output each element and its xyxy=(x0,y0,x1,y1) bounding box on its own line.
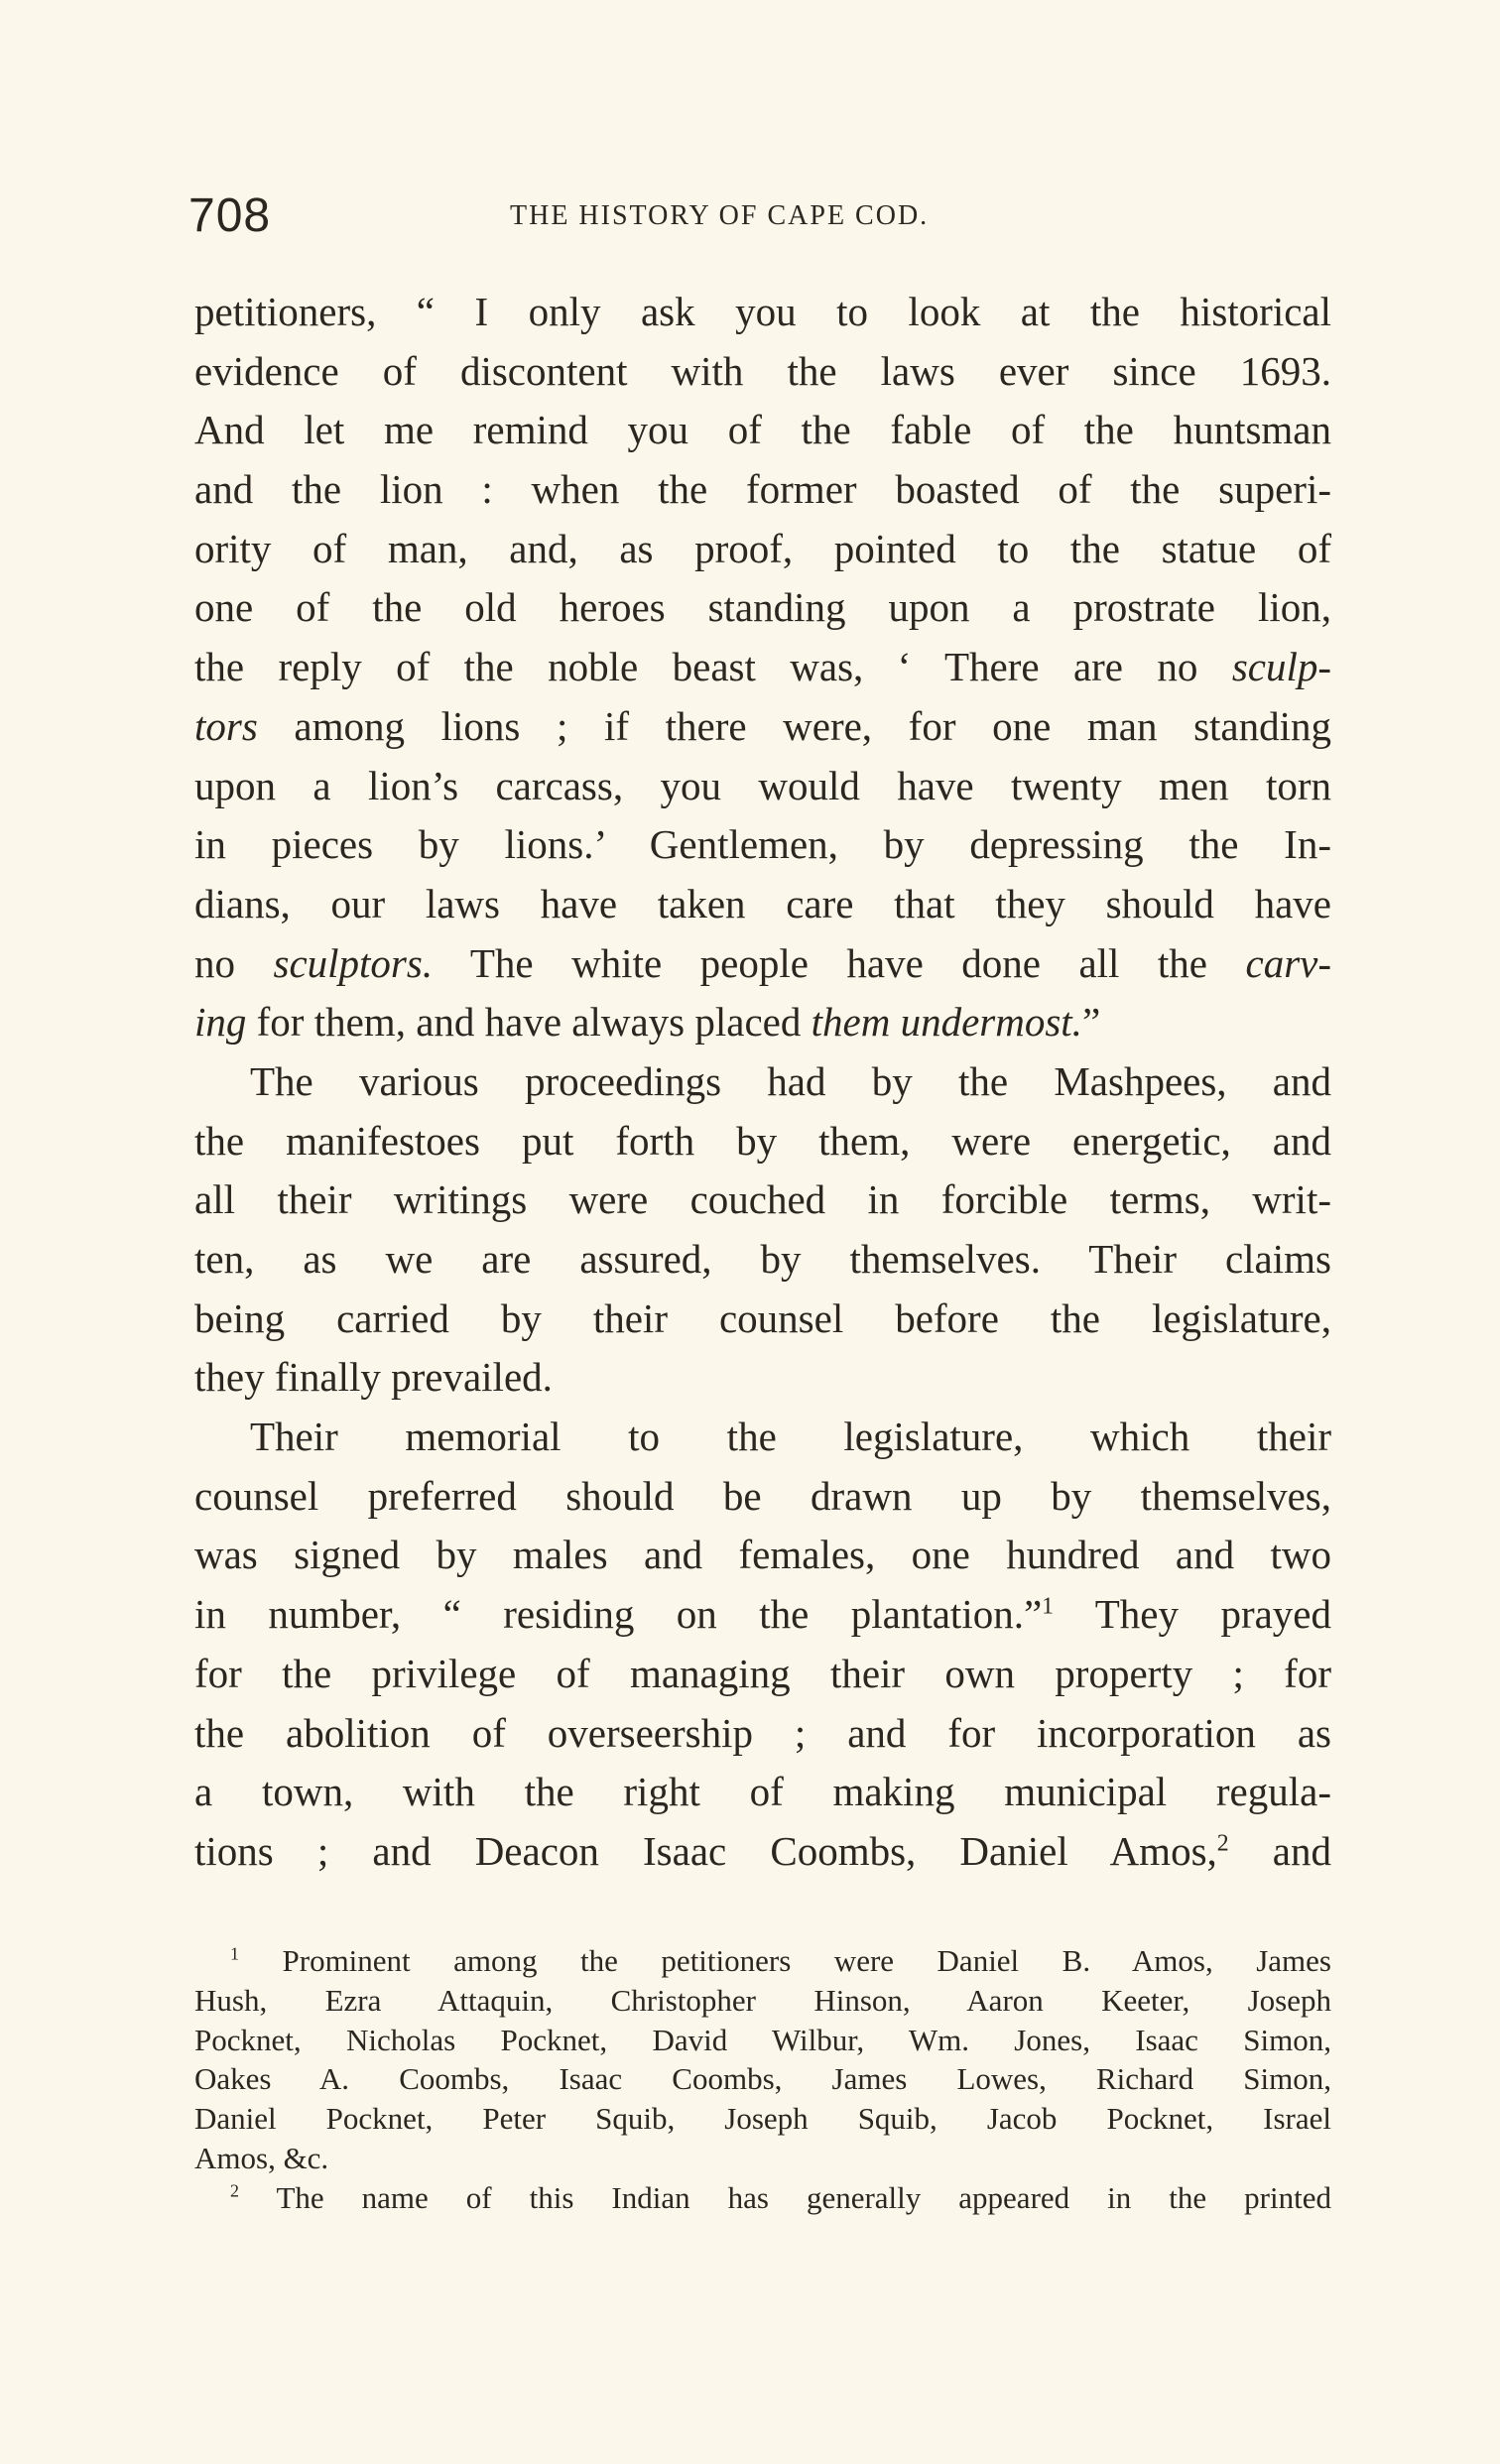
text-line xyxy=(194,993,1331,1052)
text-span: in number, “ residing on the plantation.” xyxy=(194,1591,1043,1638)
text-line: And let me remind you of the fable of the huntsman xyxy=(194,407,1331,453)
text-line xyxy=(194,1585,1331,1645)
text-span: Prominent among the petitioners were Daniel B. Amos, James xyxy=(282,1943,1331,1978)
text-line: one of the old heroes standing upon a prostrate lion, xyxy=(194,584,1331,631)
footnote-line xyxy=(194,1941,1331,1981)
italic-text: ing xyxy=(194,999,247,1046)
text-span: tions ; and Deacon Isaac Coombs, Daniel Amos, xyxy=(194,1827,1217,1874)
footnote-line: Pocknet, Nicholas Pocknet, David Wilbur, Wm. Jones, Isaac Simon, xyxy=(194,2022,1331,2057)
text-line: dians, our laws have taken care that they should have xyxy=(194,880,1331,926)
text-line: a town, with the right of making municipal regula- xyxy=(194,1769,1331,1815)
text-span: among lions ; if there were, for one man standing xyxy=(294,702,1332,749)
text-line: upon a lion’s carcass, you would have twenty men torn xyxy=(194,762,1331,808)
page-number: 708 xyxy=(188,189,272,242)
italic-text: sculptors. xyxy=(273,939,434,986)
text-line xyxy=(194,934,1331,994)
text-span: They prayed xyxy=(1094,1591,1331,1638)
text-line: The various proceedings had by the Mashpees, and xyxy=(250,1057,1331,1104)
text-span: no xyxy=(194,939,235,986)
text-line: the manifestoes put forth by them, were energetic, and xyxy=(194,1117,1331,1164)
italic-text: carv- xyxy=(1245,939,1332,986)
text-line: they finally prevailed. xyxy=(194,1354,553,1401)
text-line: for the privilege of managing their own property ; for xyxy=(194,1650,1331,1696)
text-line: evidence of discontent with the laws ever since 1693. xyxy=(194,347,1331,394)
body-text xyxy=(194,283,1331,1882)
text-line xyxy=(194,697,1331,757)
text-line xyxy=(194,638,1331,697)
text-line: and the lion : when the former boasted of the superi- xyxy=(194,466,1331,513)
running-head: THE HISTORY OF CAPE COD. xyxy=(510,200,930,231)
text-line: in pieces by lions.’ Gentlemen, by depressing the In- xyxy=(194,821,1331,868)
footnote-marker: 2 xyxy=(230,2180,239,2201)
text-span: the reply of the noble beast was, ‘ There are no xyxy=(194,644,1198,690)
text-line: ority of man, and, as proof, pointed to the statue of xyxy=(194,525,1331,571)
footnote-marker: 1 xyxy=(230,1943,239,1964)
italic-text: sculp- xyxy=(1231,644,1332,690)
footnote-line xyxy=(194,2178,1331,2218)
text-span: ” xyxy=(1081,999,1101,1046)
text-line: the abolition of overseership ; and for incorporation as xyxy=(194,1709,1331,1756)
footnote-ref: 2 xyxy=(1216,1830,1229,1857)
footnote-line: Hush, Ezra Attaquin, Christopher Hinson, Aaron Keeter, Joseph xyxy=(194,1982,1331,2018)
text-line: being carried by their counsel before the legislature, xyxy=(194,1294,1331,1341)
page-header xyxy=(188,188,1339,242)
footnote-line: Oakes A. Coombs, Isaac Coombs, James Lowes, Richard Simon, xyxy=(194,2061,1331,2097)
text-line: was signed by males and females, one hundred and two xyxy=(194,1532,1331,1578)
text-line: Their memorial to the legislature, which their xyxy=(250,1414,1331,1460)
text-line: petitioners, “ I only ask you to look at the historical xyxy=(194,289,1331,334)
footnotes xyxy=(194,1941,1331,2218)
text-line xyxy=(194,1822,1331,1882)
italic-text: them undermost. xyxy=(811,999,1082,1046)
text-span: The white people have done all the xyxy=(469,939,1208,986)
text-line: counsel preferred should be drawn up by themselves, xyxy=(194,1472,1331,1519)
text-line: ten, as we are assured, by themselves. Their claims xyxy=(194,1236,1331,1282)
footnote-line: Amos, &c. xyxy=(194,2140,329,2175)
text-line: all their writings were couched in forcible terms, writ- xyxy=(194,1176,1331,1223)
text-span: and xyxy=(1272,1827,1331,1874)
footnote-line: Daniel Pocknet, Peter Squib, Joseph Squib, Jacob Pocknet, Israel xyxy=(194,2101,1331,2137)
text-span: The name of this Indian has generally appeared in the printed xyxy=(276,2179,1331,2215)
text-span: for them, and have always placed xyxy=(256,999,802,1046)
footnote-ref: 1 xyxy=(1042,1593,1055,1620)
italic-text: tors xyxy=(194,702,258,749)
